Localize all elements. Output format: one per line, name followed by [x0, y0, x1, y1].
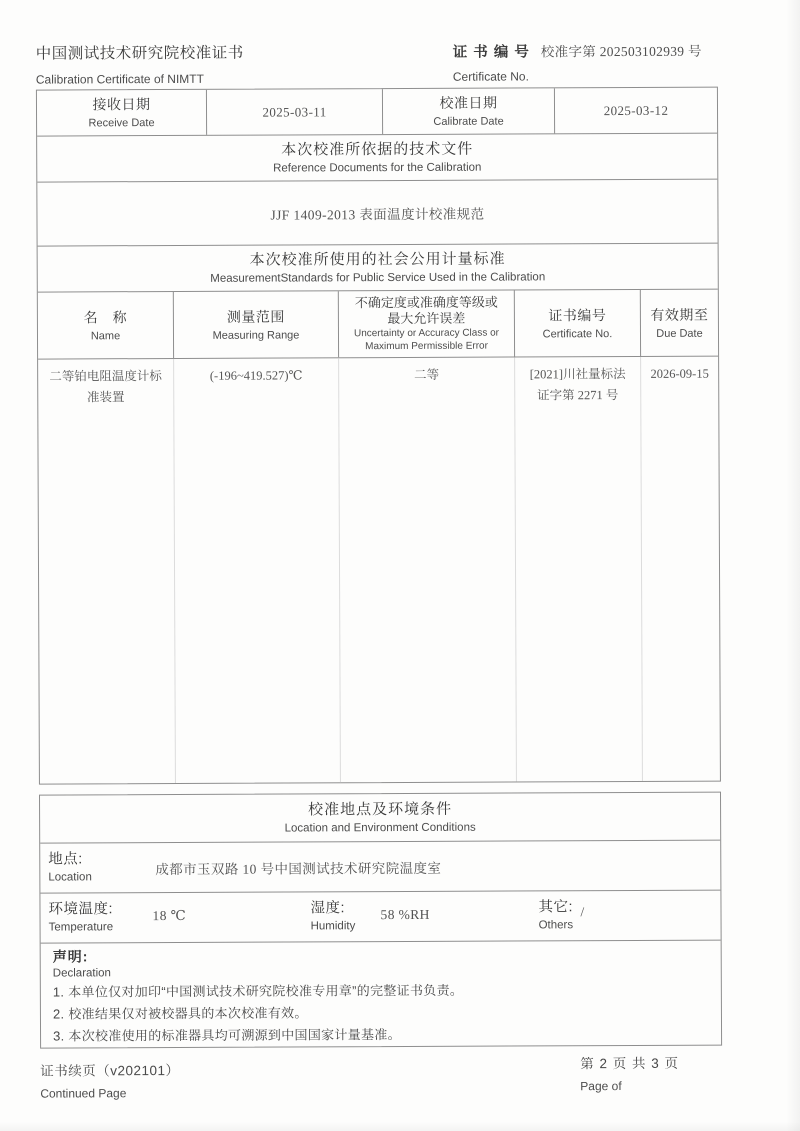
col-header-uncertainty: [338, 291, 514, 358]
temperature-label: [48, 900, 113, 934]
doc-title-zh: 中国测试技术研究院校准证书: [35, 44, 244, 63]
location-label-en: Location: [48, 871, 92, 884]
environment-row: [40, 890, 720, 943]
location-title-en: Location and Environment Conditions: [284, 821, 476, 835]
receive-date-value-cell: [206, 89, 382, 135]
receive-date-label-zh: 接收日期: [92, 96, 151, 113]
col-header-due-en: Due Date: [656, 327, 703, 340]
temperature-value: 18 ℃: [152, 907, 187, 924]
declaration-title-en: Declaration: [52, 967, 111, 980]
doc-title-en: Calibration Certificate of NIMTT: [35, 71, 204, 87]
declaration-title-zh: 声明:: [52, 948, 89, 965]
reference-content-row: [37, 179, 717, 246]
col-header-name-en: Name: [90, 329, 121, 342]
std-certno-cell: [514, 357, 642, 782]
humidity-label-zh: 湿度:: [310, 900, 346, 917]
humidity-label-en: Humidity: [310, 920, 356, 933]
standards-header-row: [38, 289, 718, 359]
std-accuracy-value: 二等: [414, 367, 440, 382]
header-right: [453, 40, 702, 84]
col-header-name-zh: 名 称: [83, 308, 128, 325]
calibrate-date-value: 2025-03-12: [603, 102, 669, 118]
others-value: /: [580, 904, 585, 920]
temperature-label-en: Temperature: [48, 921, 114, 934]
page-indicator-en: Page of: [580, 1079, 622, 1094]
calibrate-date-label-cell: [382, 88, 554, 134]
calibrate-date-value-cell: [554, 88, 717, 134]
reference-title-cell: [37, 134, 717, 182]
std-name-cell: [38, 359, 175, 784]
col-header-due-date: [640, 290, 718, 356]
standards-title-row: [38, 243, 718, 292]
std-certno-value: [2021]川社量标法 证字第 2271 号: [529, 367, 626, 403]
col-header-range-zh: 测量范围: [226, 307, 285, 325]
certificate-no-label-zh: 证 书 编 号: [452, 44, 530, 61]
humidity-label: [310, 899, 355, 933]
std-name-value: 二等铂电阻温度计标 准装置: [49, 369, 162, 405]
standards-data-row: [38, 356, 720, 784]
declaration-row: [41, 940, 721, 1048]
std-due-cell: [640, 357, 720, 781]
continued-page-zh: 证书续页（v202101）: [40, 1062, 180, 1079]
standards-title-cell: [38, 244, 718, 292]
declaration-cell: [41, 941, 721, 1048]
dates-row: [37, 88, 717, 136]
col-header-name: [38, 292, 173, 359]
reference-content-cell: [37, 180, 717, 246]
col-header-uncertainty-en: Uncertainty or Accuracy Class or Maximum Permissible Error: [353, 327, 500, 352]
receive-date-label-en: Receive Date: [88, 117, 155, 130]
location-label-zh: 地点:: [48, 851, 83, 868]
location-table: [39, 792, 722, 1049]
declaration-item: 1. 本单位仅对加印“中国测试技术研究院校准专用章”的完整证书负责。: [52, 982, 464, 1000]
declaration-item: 2. 校准结果仅对被校器具的本次校准有效。: [52, 1005, 308, 1022]
footer-left: [40, 1059, 179, 1101]
header-left: [36, 41, 244, 87]
std-accuracy-cell: [338, 358, 516, 783]
col-header-due-zh: 有效期至: [650, 306, 709, 323]
temperature-label-zh: 环境温度:: [48, 901, 114, 918]
reference-document-value: JJF 1409-2013 表面温度计校准规范: [270, 206, 485, 223]
reference-title-row: [37, 133, 717, 182]
col-header-uncertainty-zh: 不确定度或准确度等级或 最大允许误差: [354, 294, 498, 327]
col-header-certificate-no: [514, 290, 640, 357]
scan-edge-right: [786, 0, 800, 1131]
reference-title-en: Reference Documents for the Calibration: [273, 161, 482, 175]
location-value: 成都市玉双路 10 号中国测试技术研究院温度室: [155, 860, 442, 878]
col-header-certno-zh: 证书编号: [548, 306, 607, 323]
humidity-value: 58 %RH: [380, 906, 430, 923]
others-label: [538, 898, 573, 932]
col-header-range-en: Measuring Range: [212, 328, 300, 342]
footer-right: [580, 1052, 679, 1093]
calibrate-date-label-en: Calibrate Date: [433, 115, 504, 128]
scan-edge-bottom: [0, 1122, 800, 1131]
standards-title-en: MeasurementStandards for Public Service Used in the Calibration: [210, 271, 546, 285]
location-title-zh: 校准地点及环境条件: [308, 800, 453, 819]
calibrate-date-label-zh: 校准日期: [439, 94, 498, 111]
receive-date-value: 2025-03-11: [262, 103, 327, 120]
col-header-measuring-range: [173, 291, 338, 358]
others-label-en: Others: [538, 919, 574, 932]
declaration-item: 3. 本次校准使用的标准器具均可溯源到中国国家计量基准。: [53, 1027, 401, 1044]
standards-title-zh: 本次校准所使用的社会公用计量标准: [249, 250, 506, 269]
receive-date-label-cell: [37, 90, 206, 136]
std-due-value: 2026-09-15: [650, 366, 709, 381]
location-row: [40, 840, 720, 893]
std-range-value: (-196~419.527)℃: [209, 368, 303, 383]
certificate-no-label-en: Certificate No.: [452, 69, 529, 84]
col-header-certno-en: Certificate No.: [542, 327, 613, 340]
page-indicator-zh: 第 2 页 共 3 页: [580, 1055, 679, 1072]
others-label-zh: 其它:: [538, 899, 574, 916]
location-title-cell: [40, 793, 720, 843]
main-table: [36, 87, 721, 785]
certificate-no-value: 校准字第 202503102939 号: [540, 43, 702, 60]
reference-title-zh: 本次校准所依据的技术文件: [281, 140, 474, 159]
location-label: [48, 850, 92, 884]
std-range-cell: [173, 358, 340, 783]
continued-page-en: Continued Page: [40, 1086, 127, 1101]
location-title-row: [40, 793, 720, 843]
